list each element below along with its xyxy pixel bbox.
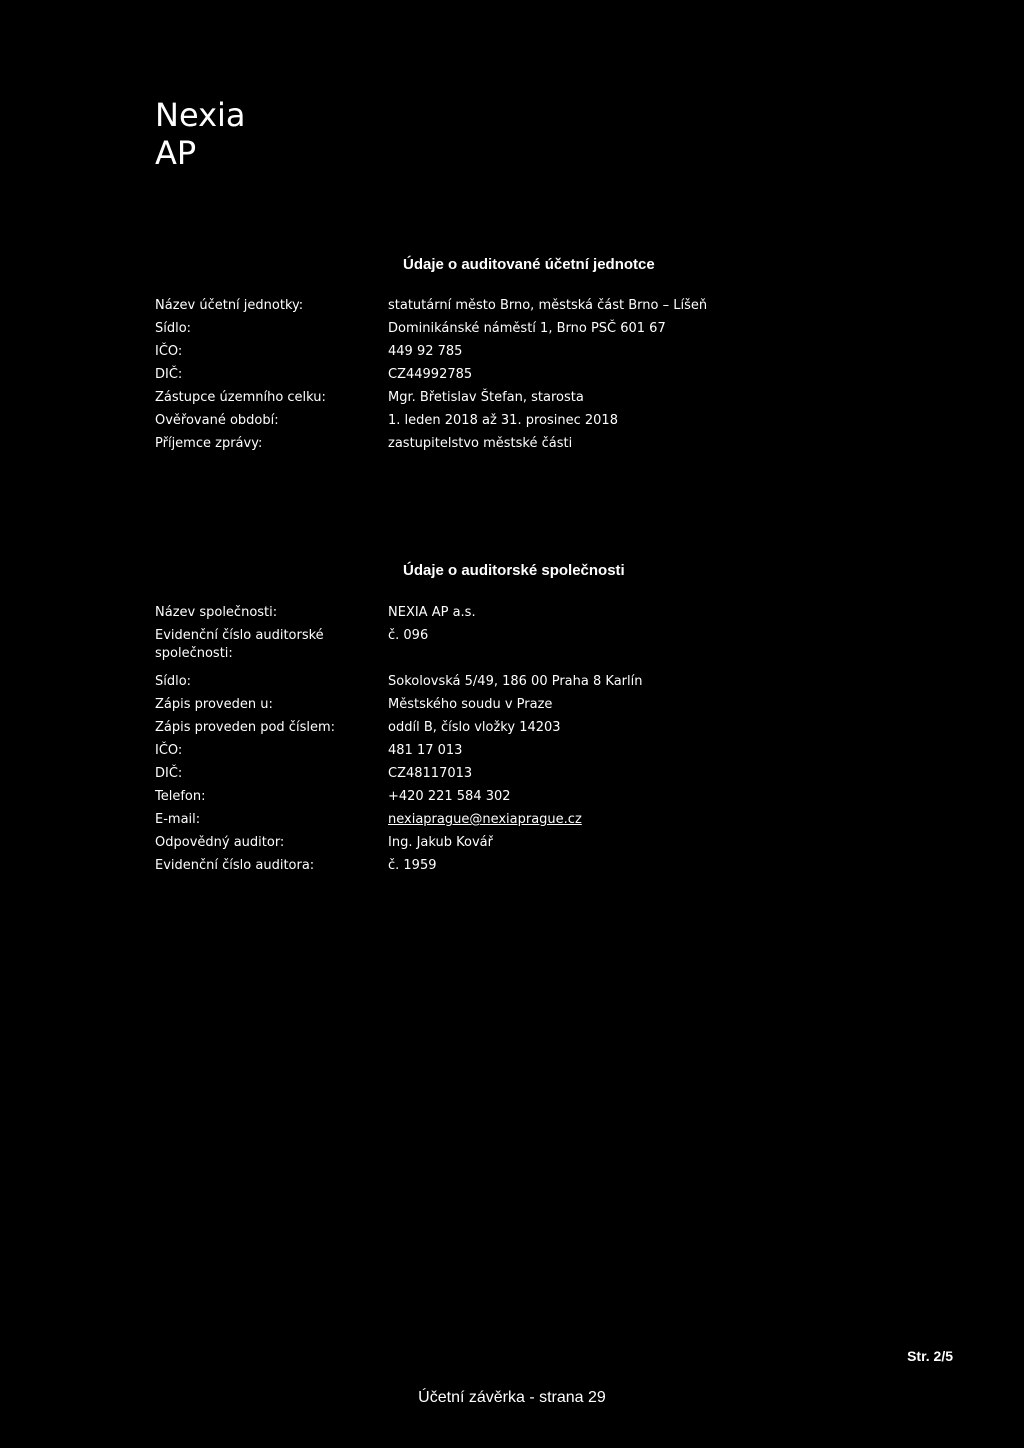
row-value: +420 221 584 302 xyxy=(388,789,511,804)
row-value: č. 096 xyxy=(388,628,429,643)
auditor-row-registration xyxy=(155,627,855,673)
row-label: IČO: xyxy=(155,344,183,359)
row-value: CZ48117013 xyxy=(388,766,473,781)
row-label: Ověřované období: xyxy=(155,413,279,428)
row-value: Ing. Jakub Kovář xyxy=(388,835,493,850)
row-label: E-mail: xyxy=(155,812,201,827)
row-value: č. 1959 xyxy=(388,858,437,873)
row-value: CZ44992785 xyxy=(388,367,473,382)
row-value: 481 17 013 xyxy=(388,743,463,758)
row-label: Příjemce zprávy: xyxy=(155,436,263,451)
company-logo xyxy=(155,96,246,172)
row-label: Název společnosti: xyxy=(155,605,278,620)
auditor-row-court xyxy=(155,696,855,719)
entity-row-seat xyxy=(155,320,855,343)
row-value: Městského soudu v Praze xyxy=(388,697,553,712)
row-value: oddíl B, číslo vložky 14203 xyxy=(388,720,561,735)
row-label: Evidenční číslo auditora: xyxy=(155,858,315,873)
row-label: Zápis proveden u: xyxy=(155,697,273,712)
logo-line-2: AP xyxy=(155,134,197,172)
entity-row-name xyxy=(155,297,855,320)
entity-row-representative xyxy=(155,389,855,412)
auditor-row-name xyxy=(155,604,855,627)
page-footer: Účetní závěrka - strana 29 xyxy=(418,1389,606,1406)
row-label: DIČ: xyxy=(155,766,183,781)
auditor-row-seat xyxy=(155,673,855,696)
row-value: Sokolovská 5/49, 186 00 Praha 8 Karlín xyxy=(388,674,643,689)
row-label: Sídlo: xyxy=(155,321,192,336)
row-label: Název účetní jednotky: xyxy=(155,298,304,313)
row-label: Zástupce územního celku: xyxy=(155,390,326,405)
entity-row-recipient xyxy=(155,435,855,458)
row-value: zastupitelstvo městské části xyxy=(388,436,573,451)
row-value: 1. leden 2018 až 31. prosinec 2018 xyxy=(388,413,618,428)
auditor-row-dic xyxy=(155,765,855,788)
row-value: 449 92 785 xyxy=(388,344,463,359)
entity-row-ico xyxy=(155,343,855,366)
row-value: Dominikánské náměstí 1, Brno PSČ 601 67 xyxy=(388,321,666,336)
entity-section-title: Údaje o auditované účetní jednotce xyxy=(403,256,655,273)
logo-line-1: Nexia xyxy=(155,96,246,134)
auditor-row-ico xyxy=(155,742,855,765)
email-link[interactable]: nexiaprague@nexiaprague.cz xyxy=(388,812,582,827)
entity-row-period xyxy=(155,412,855,435)
row-label: IČO: xyxy=(155,743,183,758)
row-label: Sídlo: xyxy=(155,674,192,689)
entity-row-dic xyxy=(155,366,855,389)
auditor-row-auditor-number xyxy=(155,857,855,880)
row-label: Telefon: xyxy=(155,789,206,804)
row-value: statutární město Brno, městská část Brno – Líšeň xyxy=(388,298,708,313)
page-number: Str. 2/5 xyxy=(907,1348,953,1364)
auditor-info-list xyxy=(155,604,855,880)
auditor-row-entry xyxy=(155,719,855,742)
entity-info-list xyxy=(155,297,855,458)
auditor-row-email xyxy=(155,811,855,834)
row-label: DIČ: xyxy=(155,367,183,382)
row-value: NEXIA AP a.s. xyxy=(388,605,476,620)
auditor-row-phone xyxy=(155,788,855,811)
row-label: Zápis proveden pod číslem: xyxy=(155,720,335,735)
auditor-section-title: Údaje o auditorské společnosti xyxy=(403,562,625,579)
row-label: Evidenční číslo auditorské společnosti: xyxy=(155,628,324,661)
row-value: Mgr. Břetislav Štefan, starosta xyxy=(388,390,584,405)
row-label: Odpovědný auditor: xyxy=(155,835,285,850)
auditor-row-responsible xyxy=(155,834,855,857)
